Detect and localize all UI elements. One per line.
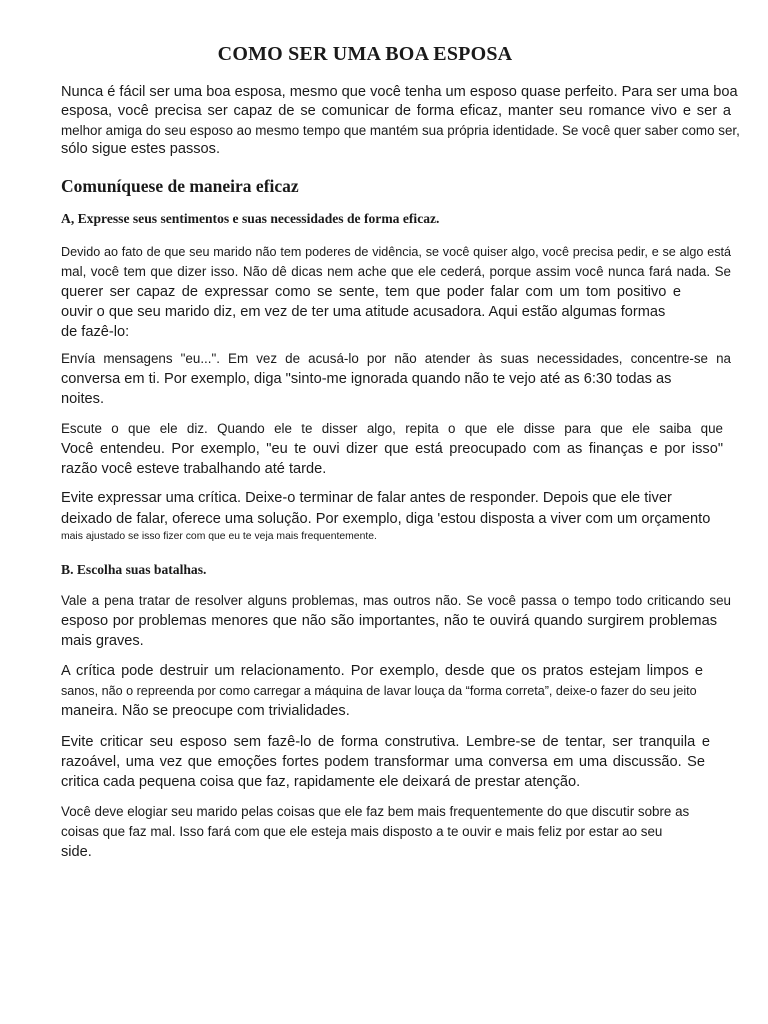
intro-line: sólo sigue estes passos. [61,141,220,157]
paragraph-line: Você entendeu. Por exemplo, "eu te ouvi dizer que está preocupado com as finanças e por isso" [61,441,723,457]
paragraph-line: critica cada pequena coisa que faz, rapidamente ele deixará de prestar atenção. [61,774,581,790]
paragraph-line: maneira. Não se preocupe com trivialidades. [61,703,350,719]
subsection-b-paragraph-3 [61,732,731,792]
paragraph-line: mais graves. [61,633,144,649]
subsection-b-paragraph-4 [61,802,731,862]
paragraph-line: Evite criticar seu esposo sem fazê-lo de forma construtiva. Lembre-se de tentar, ser tranquila e [61,734,710,750]
subsection-b-paragraph-2 [61,661,731,721]
section-heading: Comuníquese de maneira eficaz [61,176,299,196]
subsection-b-heading: B. Escolha suas batalhas. [61,562,207,577]
paragraph-line: conversa em ti. Por exemplo, diga "sinto-me ignorada quando não te vejo até as 6:30 todas as [61,371,672,387]
paragraph-line: Envía mensagens "eu...". Em vez de acusá-lo por não atender às suas necessidades, concentre-se na [61,351,731,366]
paragraph-line: ouvir o que seu marido diz, em vez de ter uma atitude acusadora. Aqui estão algumas formas [61,304,666,320]
intro-line: Nunca é fácil ser uma boa esposa, mesmo que você tenha um esposo quase perfeito. Para ser uma boa [61,84,738,100]
paragraph-line: mal, você tem que dizer isso. Não dê dicas nem ache que ele cederá, porque assim você nunca fará nada. Se [61,264,731,279]
intro-line: esposa, você precisa ser capaz de se comunicar de forma eficaz, manter seu romance vivo e ser a [61,103,731,119]
subsection-a-paragraph-4 [61,488,731,544]
paragraph-line: esposo por problemas menores que não são importantes, não te ouvirá quando surgirem problemas [61,613,717,629]
page-title: COMO SER UMA BOA ESPOSA [217,43,513,65]
paragraph-line: Evite expressar uma crítica. Deixe-o terminar de falar antes de responder. Depois que ele tiver [61,490,672,506]
paragraph-line: Devido ao fato de que seu marido não tem poderes de vidência, se você quiser algo, você precisa pedir, e se algo está [61,245,731,259]
subsection-a-paragraph-1 [61,242,731,342]
intro-line: melhor amiga do seu esposo ao mesmo tempo que mantém sua própria identidade. Se você quer saber como ser, [61,123,740,138]
subsection-a-paragraph-3 [61,419,731,479]
intro-paragraph [61,83,740,159]
paragraph-line: razão você esteve trabalhando até tarde. [61,461,327,477]
paragraph-line: de fazê-lo: [61,324,130,340]
paragraph-line: mais ajustado se isso fizer com que eu te veja mais frequentemente. [61,531,377,542]
paragraph-line: A crítica pode destruir um relacionamento. Por exemplo, desde que os pratos estejam limpos e [61,663,703,679]
subsection-a-heading: A, Expresse seus sentimentos e suas necessidades de forma eficaz. [61,211,440,226]
paragraph-line: razoável, uma vez que emoções fortes podem transformar uma conversa em uma discussão. Se [61,754,705,770]
subsection-a-paragraph-2 [61,349,731,409]
paragraph-line: Escute o que ele diz. Quando ele te disser algo, repita o que ele disse para que ele saiba que [61,421,723,436]
subsection-b-paragraph-1 [61,591,731,651]
paragraph-line: side. [61,844,92,860]
paragraph-line: coisas que faz mal. Isso fará com que ele esteja mais disposto a te ouvir e mais feliz por estar ao seu [61,824,663,839]
paragraph-line: Você deve elogiar seu marido pelas coisas que ele faz bem mais frequentemente do que discutir sobre as [61,804,690,819]
paragraph-line: deixado de falar, oferece uma solução. Por exemplo, diga 'estou disposta a viver com um orçamento [61,511,711,527]
paragraph-line: querer ser capaz de expressar como se sente, tem que poder falar com um tom positivo e [61,284,681,300]
paragraph-line: noites. [61,391,104,407]
paragraph-line: sanos, não o repreenda por como carregar a máquina de lavar louça da “forma correta”, deixe-o fazer do seu jeito [61,684,697,698]
paragraph-line: Vale a pena tratar de resolver alguns problemas, mas outros não. Se você passa o tempo todo criticando seu [61,593,731,608]
